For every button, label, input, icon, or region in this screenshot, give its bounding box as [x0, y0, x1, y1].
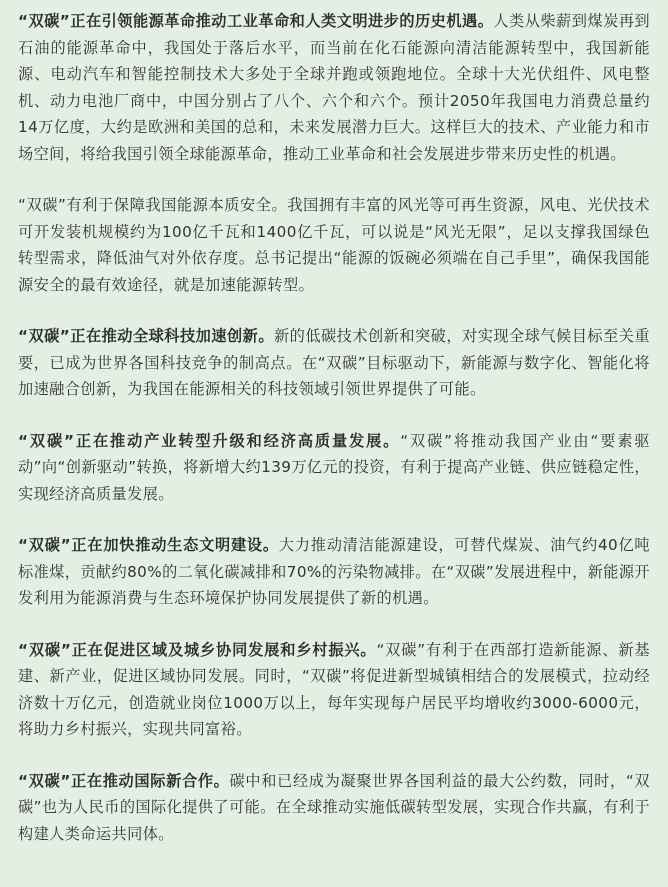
- paragraph-tech-innovation: [18, 323, 650, 403]
- paragraph-lead: “双碳”正在引领能源革命推动工业革命和人类文明进步的历史机遇。: [18, 12, 494, 30]
- paragraph-lead: “双碳”正在推动产业转型升级和经济高质量发展。: [18, 431, 401, 450]
- paragraph-lead: “双碳”正在促进区域及城乡协同发展和乡村振兴。: [18, 640, 377, 659]
- paragraph-text: 新的低碳技术创新和突破，对实现全球气候目标至关重要，已成为世界各国科技竞争的制高点。在“双碳”目标驱动下，新能源与数字化、智能化将加速融合创新，为我国在能源相关的科技领域引领世界提供了可能。: [18, 327, 650, 398]
- paragraph-lead: “双碳”正在推动国际新合作。: [18, 771, 230, 790]
- paragraph-lead: “双碳”正在加快推动生态文明建设。: [18, 536, 279, 554]
- paragraph-international-cooperation: [18, 768, 650, 848]
- paragraph-text: “双碳”有利于在西部打造新能源、新基建、新产业，促进区域协同发展。同时，“双碳”将促进新型城镇相结合的发展模式，拉动经济数十万亿元，创造就业岗位1000万以上，每年实现每户居民平均增收约3000-6000元，将助力乡村振兴，实现共同富裕。: [18, 640, 651, 738]
- paragraph-industry-upgrade: [18, 428, 650, 508]
- paragraph-regional-development: [18, 637, 650, 743]
- paragraph-text: 碳中和已经成为凝聚世界各国利益的最大公约数，同时，“双碳”也为人民币的国际化提供了可能。在全球推动实施低碳转型发展，实现合作共赢，有利于构建人类命运共同体。: [18, 771, 650, 843]
- paragraph-energy-revolution: [18, 8, 650, 167]
- paragraph-energy-security: [18, 192, 650, 298]
- paragraph-text: 人类从柴薪到煤炭再到石油的能源革命中，我国处于落后水平，而当前在化石能源向清洁能源转型中，我国新能源、电动汽车和智能控制技术大多处于全球并跑或领跑地位。全球十大光伏组件、风电整机、动力电池厂商中，中国分别占了八个、六个和六个。预计2050年我国电力消费总量约14万亿度，大约是欧洲和美国的总和，未来发展潜力巨大。这样巨大的技术、产业能力和市场空间，将给我国引领全球能源革命，推动工业革命和社会发展进步带来历史性的机遇。: [18, 12, 650, 163]
- paragraph-text: 大力推动清洁能源建设，可替代煤炭、油气约40亿吨标准煤，贡献约80%的二氧化碳减排和70%的污染物减排。在“双碳”发展进程中，新能源开发利用为能源消费与生态环境保护协同发展提供了新的机遇。: [18, 536, 651, 607]
- paragraph-ecological-civilization: [18, 532, 650, 612]
- paragraph-text: “双碳”将推动我国产业由“要素驱动”向“创新驱动”转换，将新增大约139万亿元的投资，有利于提高产业链、供应链稳定性，实现经济高质量发展。: [18, 431, 650, 503]
- paragraph-lead: “双碳”正在推动全球科技加速创新。: [18, 327, 274, 345]
- paragraph-text: “双碳”有利于保障我国能源本质安全。我国拥有丰富的风光等可再生资源，风电、光伏技术可开发装机规模约为100亿千瓦和1400亿千瓦，可以说是“风光无限”，足以支撑我国绿色转型需求，降低油气对外依存度。总书记提出“能源的饭碗必须端在自己手里”，确保我国能源安全的最有效途径，就是加速能源转型。: [18, 196, 650, 294]
